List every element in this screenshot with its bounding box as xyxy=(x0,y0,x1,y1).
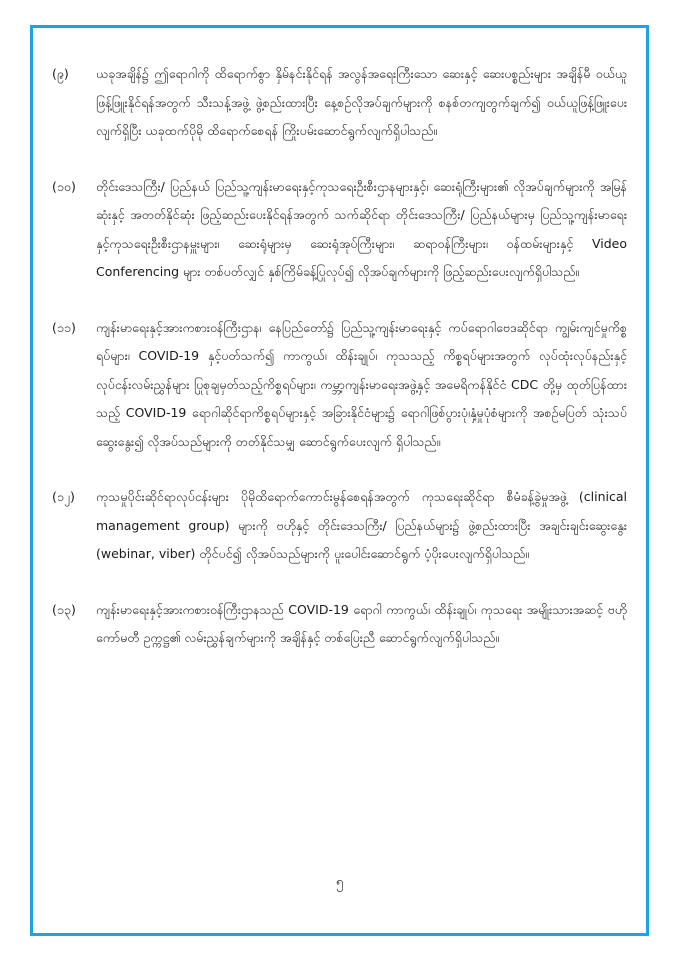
list-item-12 xyxy=(52,483,627,569)
document-body xyxy=(52,60,627,680)
item-text: ကုသမှုပိုင်းဆိုင်ရာလုပ်ငန်းများ ပိုမိုထိရောက်ကောင်းမွန်စေရန်အတွက် ကုသရေးဆိုင်ရာ စီမံခန့်ခွဲမှုအဖွဲ့ (clinical management group) များကို ဗဟိုနှင့် တိုင်းဒေသကြီး/ ပြည်နယ်များ၌ ဖွဲ့စည်းထားပြီး အချင်းချင်းဆွေးနွေး (webinar, viber) တိုင်ပင်၍ လိုအပ်သည်များကို ပူးပေါင်းဆောင်ရွက် ပံ့ပိုးပေးလျက်ရှိပါသည်။ xyxy=(96,489,627,561)
item-text: ကျန်းမာရေးနှင့်အားကစားဝန်ကြီးဌာနသည် COVID-19 ရောဂါ ကာကွယ်၊ ထိန်းချုပ်၊ ကုသရေး အမျိုးသားအဆင့် ဗဟိုကော်မတီ ဥက္ကဋ္ဌ၏ လမ်းညွှန်ချက်များကို အချိန်နှင့် တစ်ပြေးညီ ဆောင်ရွက်လျက်ရှိပါသည်။ xyxy=(96,601,627,645)
item-text: ကျန်းမာရေးနှင့်အားကစားဝန်ကြီးဌာန၊ နေပြည်တော်၌ ပြည်သူ့ကျန်းမာရေးနှင့် ကပ်ရောဂါဗေဒဆိုင်ရာ ကျွမ်းကျင်မှုကိစ္စရပ်များ၊ COVID-19 နှင့်ပတ်သက်၍ ကာကွယ်၊ ထိန်းချုပ်၊ ကုသသည့် ကိစ္စရပ်များအတွက် လုပ်ထုံးလုပ်နည်းနှင့် လုပ်ငန်းလမ်းညွှန်များ ပြုစုချမှတ်သည့်ကိစ္စရပ်များ၊ ကမ္ဘာ့ကျန်းမာရေးအဖွဲ့နှင့် အမေရိကန်နိုင်ငံ CDC တို့မှ ထုတ်ပြန်ထားသည့် COVID-19 ရောဂါဆိုင်ရာကိစ္စရပ်များနှင့် အခြားနိုင်ငံများ၌ ရောဂါဖြစ်ပွားပုံ၊နှံ့မှုပုံစံများကို အစဉ်မပြတ် သုံးသပ်ဆွေးနွေး၍ လိုအပ်သည်များကို တတ်နိုင်သမျှ ဆောင်ရွက်ပေးလျက် ရှိပါသည်။ xyxy=(96,319,627,449)
item-number: (၁၁) xyxy=(52,319,76,335)
item-number: (၁၃) xyxy=(52,601,76,617)
list-item-11 xyxy=(52,314,627,457)
item-text: ယခုအချိန်၌ ဤရောဂါကို ထိရောက်စွာ နှိမ်နင်းနိုင်ရန် အလွန်အရေးကြီးသော ဆေးနှင့် ဆေးပစ္စည်းများ အချိန်မီ ဝယ်ယူဖြန့်ဖြူးနိုင်ရန်အတွက် သီးသန့်အဖွဲ့ ဖွဲ့စည်းထားပြီး နေ့စဉ်လိုအပ်ချက်များကို စနစ်တကျတွက်ချက်၍ ဝယ်ယူဖြန့်ဖြူးပေးလျက်ရှိပြီး ယခုထက်ပိုမို ထိရောက်စေရန် ကြိုးပမ်းဆောင်ရွက်လျက်ရှိပါသည်။ xyxy=(96,66,627,138)
item-number: (၉) xyxy=(52,66,69,81)
item-number: (၁၀) xyxy=(52,178,76,194)
item-number: (၁၂) xyxy=(52,489,75,504)
item-text: တိုင်းဒေသကြီး/ ပြည်နယ် ပြည်သူ့ကျန်းမာရေးနှင့်ကုသရေးဦးစီးဌာနများနှင့်၊ ဆေးရုံကြီးများ၏ လိုအပ်ချက်များကို အမြန်ဆုံးနှင့် အတတ်နိုင်ဆုံး ဖြည့်ဆည်းပေးနိုင်ရန်အတွက် သက်ဆိုင်ရာ တိုင်းဒေသကြီး/ ပြည်နယ်များမှ ပြည်သူ့ကျန်းမာရေးနှင့်ကုသရေးဦးစီးဌာနမှူးများ၊ ဆေးရုံများမှ ဆေးရုံအုပ်ကြီးများ၊ ဆရာဝန်ကြီးများ၊ ဝန်ထမ်းများနှင့် Video Conferencing များ တစ်ပတ်လျှင် နှစ်ကြိမ်ခန့်ပြုလုပ်၍ လိုအပ်ချက်များကို ဖြည့်ဆည်းပေးလျက်ရှိပါသည်။ xyxy=(96,178,627,279)
page-number: ၅ xyxy=(335,875,344,890)
list-item-13 xyxy=(52,596,627,653)
list-item-10 xyxy=(52,173,627,287)
list-item-9 xyxy=(52,60,627,146)
